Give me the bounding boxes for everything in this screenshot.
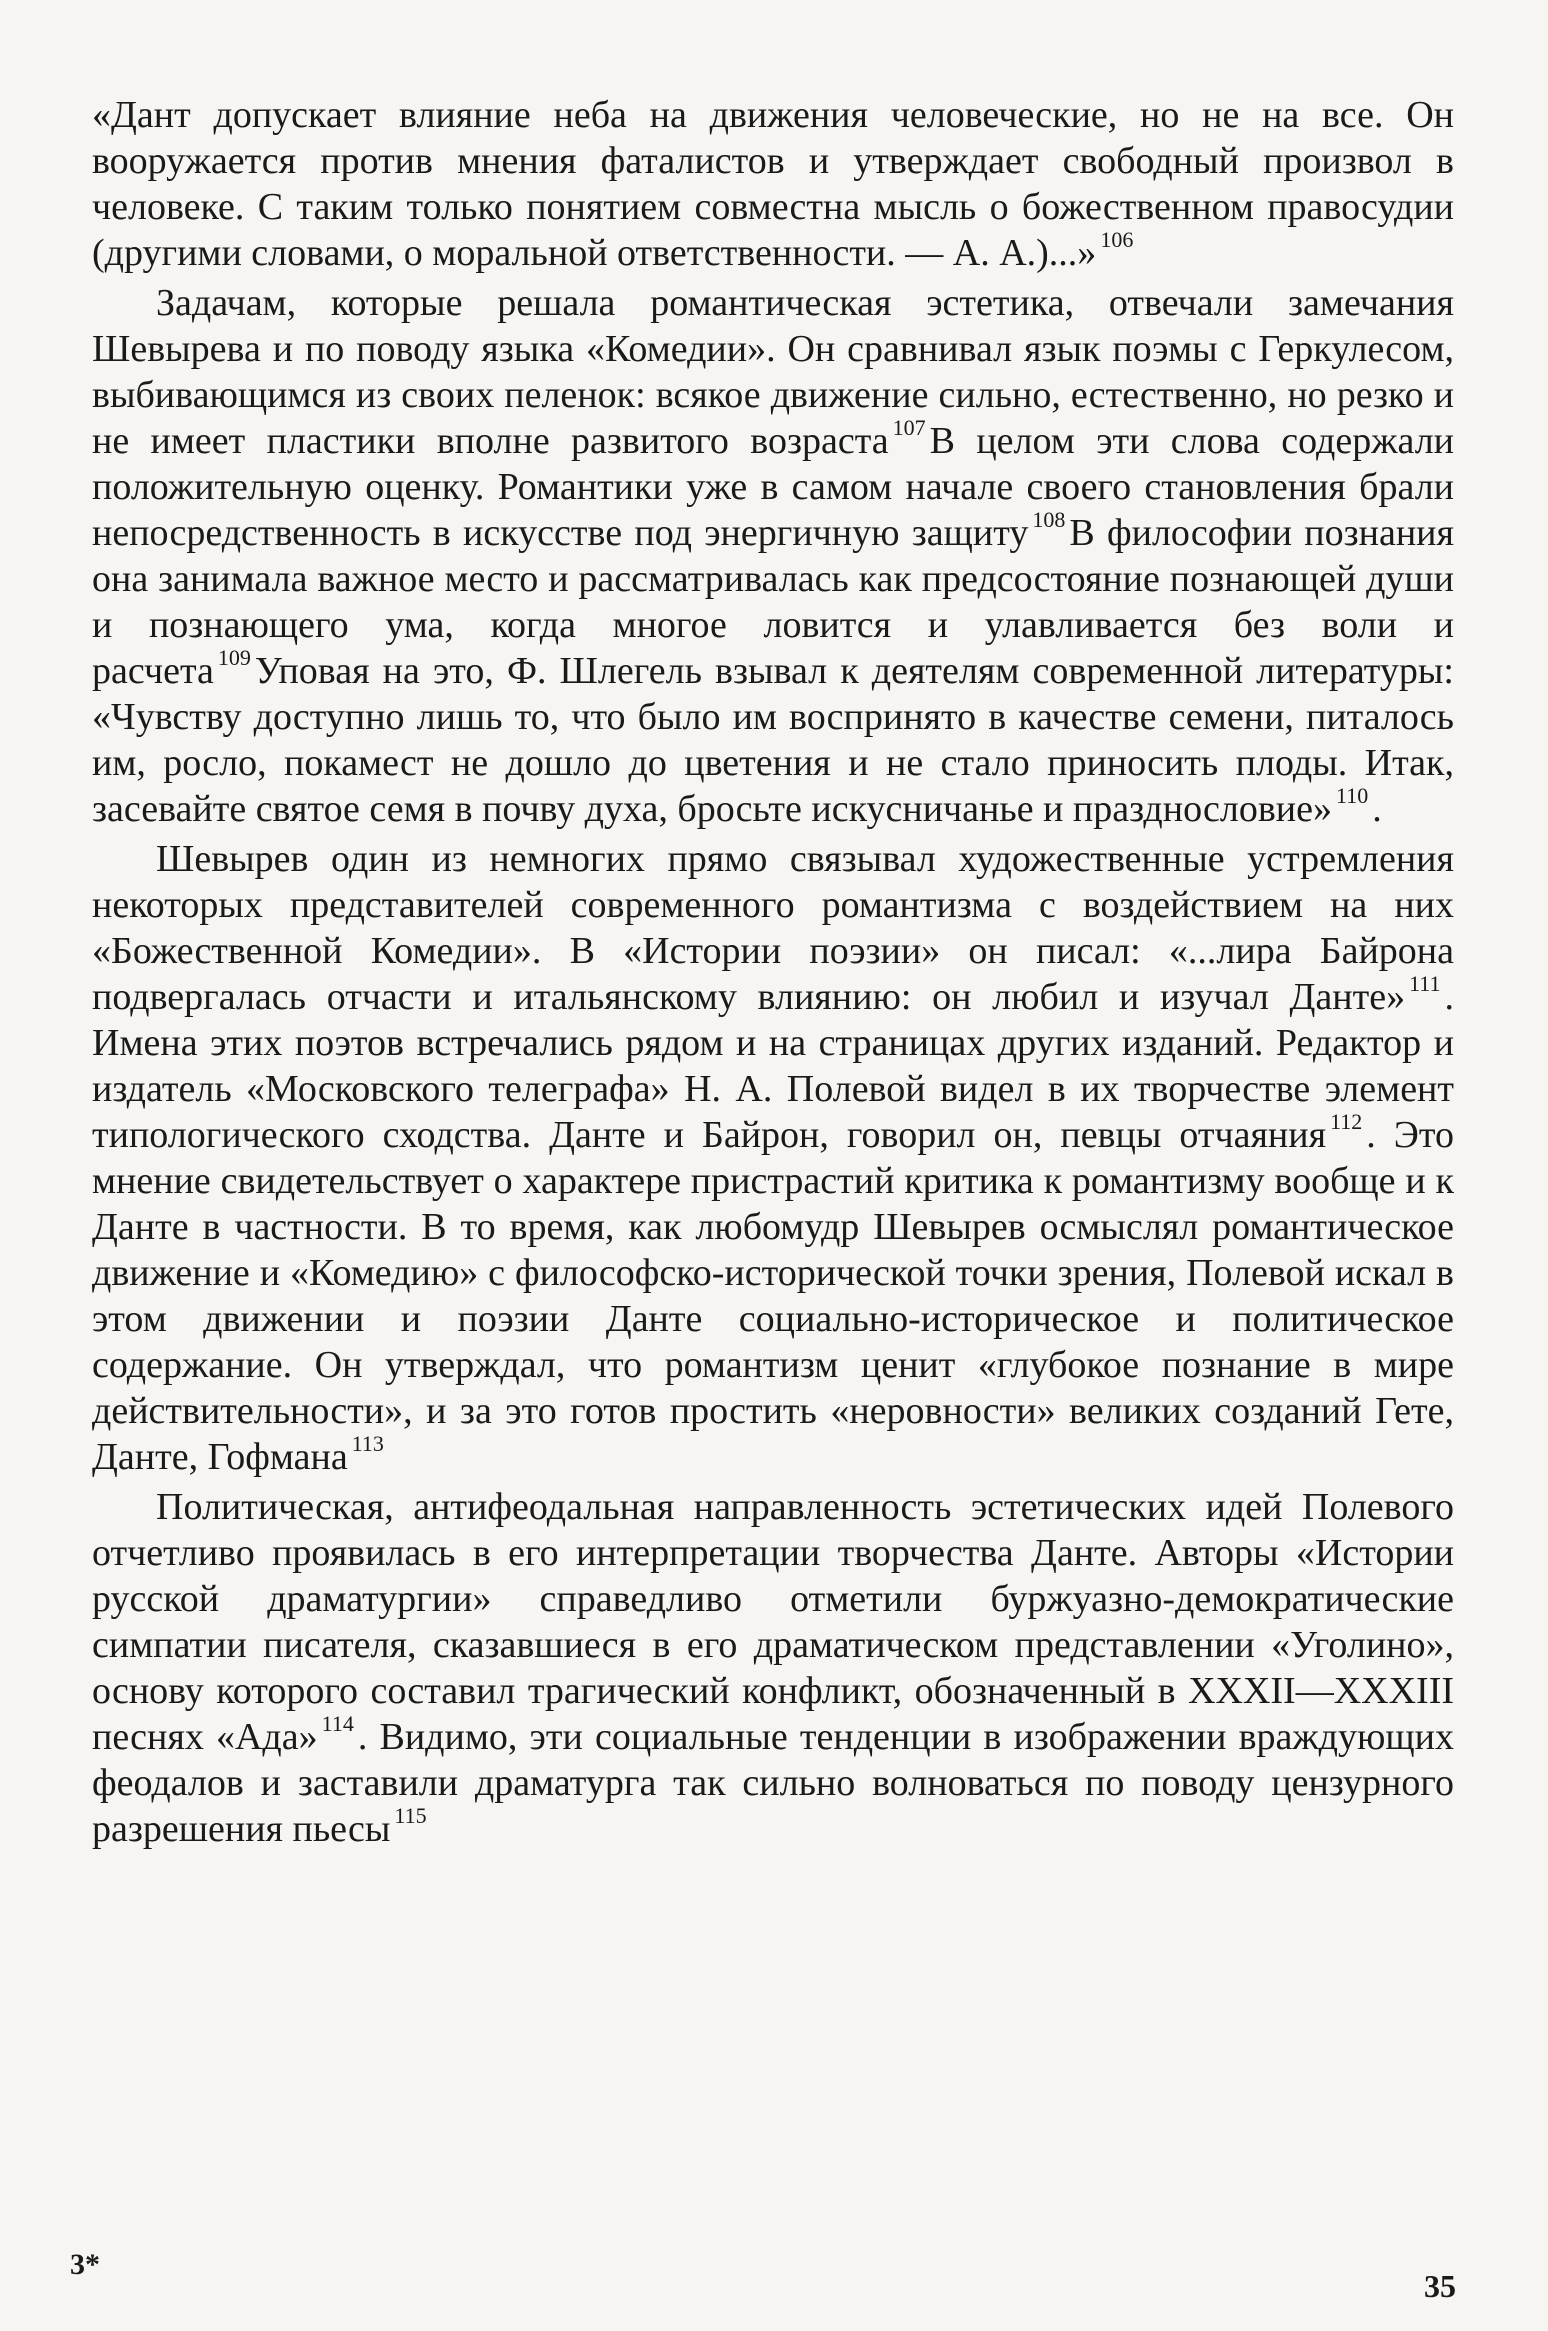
text-run: . Видимо, эти социальные тенденции в изображении враждующих феодалов и заставили драматурга так сильно волноваться по поводу цензурного разрешения пьесы — [92, 1716, 1454, 1850]
footnote-ref: 112 — [1330, 1109, 1363, 1134]
footnote-ref: 109 — [217, 645, 251, 670]
paragraph — [92, 1484, 1454, 1852]
text-run: В философии познания она занимала важное место и рассматривалась как предсостояние познающей души и познающего ума, когда многое ловится и улавливается без воли и расчета — [92, 512, 1454, 692]
text-run: . Имена этих поэтов встречались рядом и на страницах других изданий. Редактор и издатель «Московского телеграфа» Н. А. Полевой видел в их творчестве элемент типологического сходства. Данте и Байрон, говорил он, певцы отчаяния — [92, 976, 1454, 1156]
text-run: Шевырев один из немногих прямо связывал художественные устремления некоторых представителей современного романтизма с воздействием на них «Божественной Комедии». В «Истории поэзии» он писал: «...лира Байрона подвергалась отчасти и итальянскому влиянию: он любил и изучал Данте» — [92, 838, 1454, 1018]
footnote-ref: 115 — [394, 1803, 427, 1828]
paragraph — [92, 836, 1454, 1480]
footnote-ref: 111 — [1409, 971, 1441, 996]
printer-signature-mark: 3* — [70, 2248, 100, 2281]
footnote-ref: 106 — [1100, 227, 1134, 252]
footnote-ref: 110 — [1336, 783, 1369, 808]
footnote-ref: 107 — [892, 415, 926, 440]
paragraph — [92, 92, 1454, 276]
text-run: . — [1372, 788, 1382, 830]
text-run: «Дант допускает влияние неба на движения человеческие, но не на все. Он вооружается против мнения фаталистов и утверждает свободный произвол в человеке. С таким только понятием совместна мысль о божественном правосудии (другими словами, о моральной ответственности. — А. А.)...» — [92, 94, 1454, 274]
text-run: В целом эти слова содержали положительную оценку. Романтики уже в самом начале своего становления брали непосредственность в искусстве под энергичную защиту — [92, 420, 1455, 554]
footnote-ref: 114 — [321, 1711, 354, 1736]
footnote-ref: 113 — [351, 1431, 384, 1456]
text-run: Задачам, которые решала романтическая эстетика, отвечали замечания Шевырева и по поводу языка «Комедии». Он сравнивал язык поэмы с Геркулесом, выбивающимся из своих пеленок: всякое движение сильно, естественно, но резко и не имеет пластики вполне развитого возраста — [92, 282, 1454, 462]
text-run: Уповая на это, Ф. Шлегель взывал к деятелям современной литературы: «Чувству доступно лишь то, что было им воспринято в качестве семени, питалось им, росло, покамест не дошло до цветения и не стало приносить плоды. Итак, засевайте святое семя в почву духа, бросьте искусничанье и празднословие» — [92, 650, 1454, 830]
paragraph — [92, 280, 1454, 832]
text-run: Политическая, антифеодальная направленность эстетических идей Полевого отчетливо проявилась в его интерпретации творчества Данте. Авторы «Истории русской драматургии» справедливо отметили буржуазно-демократические симпатии писателя, сказавшиеся в его драматическом представлении «Уголино», основу которого составил трагический конфликт, обозначенный в XXXII—XXXIII песнях «Ада» — [92, 1486, 1454, 1758]
page-number: 35 — [1424, 2268, 1456, 2304]
footnote-ref: 108 — [1032, 507, 1066, 532]
body-text — [92, 92, 1454, 1856]
text-run: . Это мнение свидетельствует о характере пристрастий критика к романтизму вообще и к Данте в частности. В то время, как любомудр Шевырев осмыслял романтическое движение и «Комедию» с философско-исторической точки зрения, Полевой искал в этом движении и поэзии Данте социально-историческое и политическое содержание. Он утверждал, что романтизм ценит «глубокое познание в мире действительности», и за это готов простить «неровности» великих созданий Гете, Данте, Гофмана — [92, 1114, 1454, 1478]
